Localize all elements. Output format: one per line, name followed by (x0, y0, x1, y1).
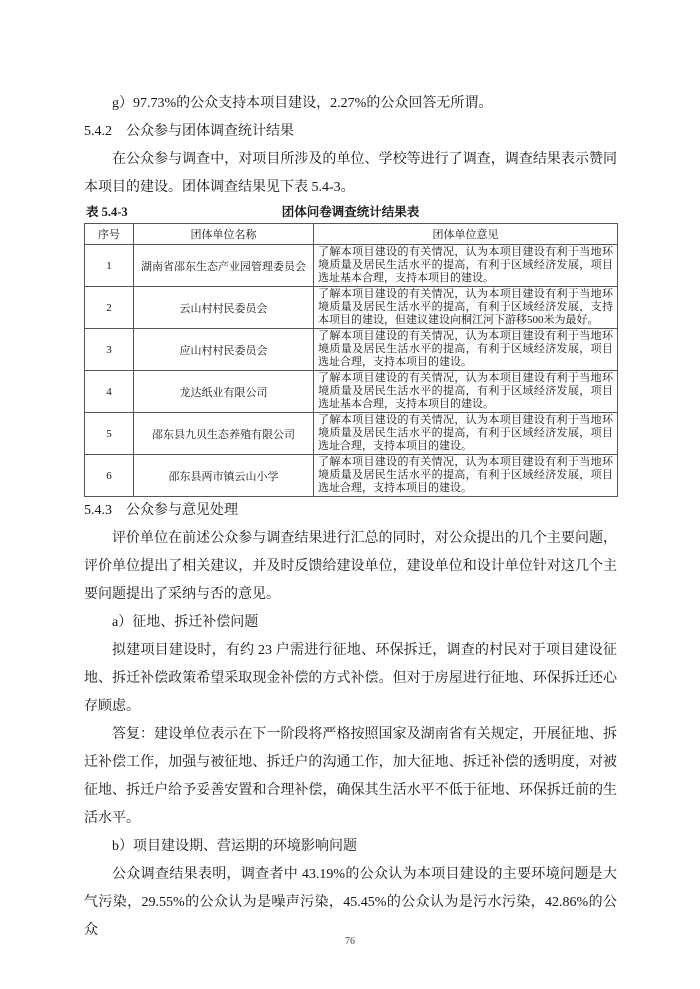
table-row (85, 455, 618, 497)
row-number-cell: 5 (85, 413, 134, 455)
table-row (85, 329, 618, 371)
unit-name-cell: 湖南省邵东生态产业园管理委员会 (134, 245, 314, 287)
unit-name-cell: 应山村村民委员会 (134, 329, 314, 371)
paragraph-opinion-handling: 评价单位在前述公众参与调查结果进行汇总的同时，对公众提出的几个主要问题，评价单位提出了相关建议，并及时反馈给建设单位，建设单位和设计单位针对这几个主要问题提出了采纳与否的意见。 (84, 531, 617, 602)
table-header-row (85, 224, 618, 245)
unit-opinion-cell: 了解本项目建设的有关情况，认为本项目建设有利于当地环境质量及居民生活水平的提高，有利于区域经济发展，项目选址合理，支持本项目的建设。 (314, 455, 618, 497)
unit-opinion-cell: 了解本项目建设的有关情况，认为本项目建设有利于当地环境质量及居民生活水平的提高，有利于区域经济发展，支持本项目的建设，但建议建设向桐江河下游移500米为最好。 (314, 287, 618, 329)
item-b-title: b）项目建设期、营运期的环境影响问题 (112, 839, 357, 854)
paragraph-a-reply: 答复：建设单位表示在下一阶段将严格按照国家及湖南省有关规定，开展征地、拆迁补偿工作，加强与被征地、拆迁户的沟通工作，加大征地、拆迁补偿的透明度，对被征地、拆迁户给予妥善安置和合理补偿，确保其生活水平不低于征地、环保拆迁前的生活水平。 (84, 727, 617, 826)
row-number-cell: 1 (85, 245, 134, 287)
unit-opinion-cell: 了解本项目建设的有关情况，认为本项目建设有利于当地环境质量及居民生活水平的提高，有利于区域经济发展，项目选址基本合理，支持本项目的建设。 (314, 371, 618, 413)
unit-name-cell: 云山村村民委员会 (134, 287, 314, 329)
paragraph-b-issue: 公众调查结果表明，调查者中 43.19%的公众认为本项目建设的主要环境问题是大气污染，29.55%的公众认为是噪声污染，45.45%的公众认为是污水污染，42.86%的公众 (84, 867, 617, 938)
header-cell-unit-opinion: 团体单位意见 (314, 224, 618, 245)
table-row (85, 371, 618, 413)
table-caption (84, 203, 617, 221)
unit-name-cell: 邵东县两市镇云山小学 (134, 455, 314, 497)
page-number: 76 (345, 936, 355, 947)
table-title: 团体问卷调查统计结果表 (281, 205, 420, 219)
table-row (85, 413, 618, 455)
table-label: 表 5.4-3 (86, 205, 128, 219)
unit-opinion-cell: 了解本项目建设的有关情况，认为本项目建设有利于当地环境质量及居民生活水平的提高，有利于区域经济发展，项目选址合理，支持本项目的建设。 (314, 413, 618, 455)
section-heading-5-4-2: 5.4.2 公众参与团体调查统计结果 (84, 124, 294, 139)
unit-opinion-cell: 了解本项目建设的有关情况，认为本项目建设有利于当地环境质量及居民生活水平的提高，有利于区域经济发展，项目选址合理，支持本项目的建设。 (314, 329, 618, 371)
item-a-title: a）征地、拆迁补偿问题 (112, 615, 259, 630)
row-number-cell: 3 (85, 329, 134, 371)
unit-opinion-cell: 了解本项目建设的有关情况，认为本项目建设有利于当地环境质量及居民生活水平的提高，有利于区域经济发展，项目选址基本合理，支持本项目的建设。 (314, 245, 618, 287)
unit-name-cell: 龙达纸业有限公司 (134, 371, 314, 413)
table-row (85, 245, 618, 287)
paragraph-survey-intro: 在公众参与调查中，对项目所涉及的单位、学校等进行了调查，调查结果表示赞同本项目的建设。团体调查结果见下表 5.4-3。 (84, 152, 617, 195)
row-number-cell: 6 (85, 455, 134, 497)
paragraph-public-support: g）97.73%的公众支持本项目建设，2.27%的公众回答无所谓。 (112, 96, 493, 111)
table-row (85, 287, 618, 329)
row-number-cell: 2 (85, 287, 134, 329)
paragraph-a-issue: 拟建项目建设时，有约 23 户需进行征地、环保拆迁，调查的村民对于项目建设征地、拆迁补偿政策希望采取现金补偿的方式补偿。但对于房屋进行征地、环保拆迁还心存顾虑。 (84, 643, 617, 714)
header-cell-unit-name: 团体单位名称 (134, 224, 314, 245)
unit-name-cell: 邵东县九贝生态养殖有限公司 (134, 413, 314, 455)
section-heading-5-4-3: 5.4.3 公众参与意见处理 (84, 503, 238, 518)
group-survey-table (84, 223, 618, 497)
header-cell-number: 序号 (85, 224, 134, 245)
row-number-cell: 4 (85, 371, 134, 413)
page-content (84, 90, 617, 945)
